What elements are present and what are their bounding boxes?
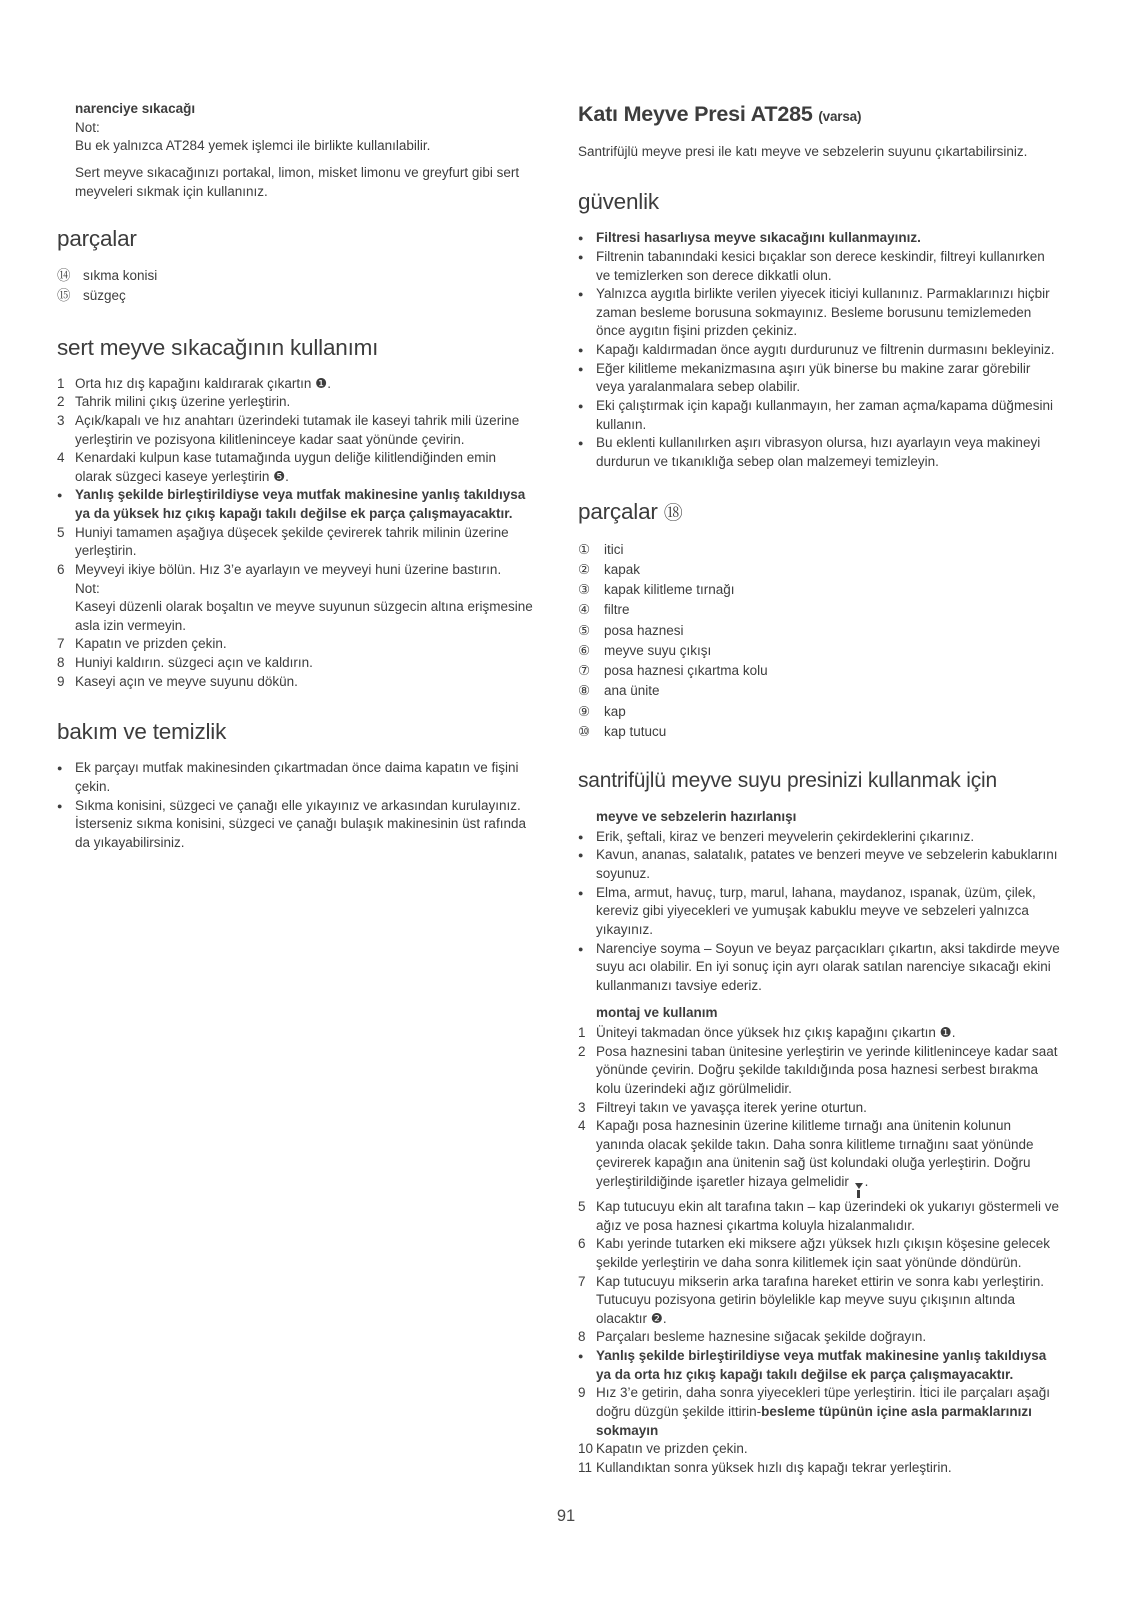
parts-item <box>578 681 1062 701</box>
page-title <box>578 100 1062 130</box>
step <box>578 1235 1062 1272</box>
step-number: 6 <box>578 1236 586 1252</box>
step-number: 2 <box>57 394 65 410</box>
circled-number: ① <box>578 541 591 557</box>
safety-bullet <box>578 397 1062 434</box>
safety-text: Kapağı kaldırmadan önce aygıtı durdurunuz ve filtrenin durmasını bekleyiniz. <box>596 342 1055 358</box>
part-label: kapak <box>604 561 641 577</box>
step <box>578 1117 1062 1198</box>
step-text: Kenardaki kulpun kase tutamağında uygun deliğe kilitlendiğinden emin olarak süzgeci kaseye yerleştirin ❺. <box>75 450 497 484</box>
step-number: 4 <box>57 450 65 466</box>
step <box>578 1273 1062 1329</box>
parts-item <box>578 702 1062 722</box>
safety-text: Bu eklenti kullanılırken aşırı vibrasyon olursa, hızı ayarlayın veya makineyi durdurun ve tıkanıklığa sebep olan malzemeyi temizleyin. <box>596 435 1041 469</box>
bullet-icon: ● <box>578 850 584 861</box>
step-text: Açık/kapalı ve hız anahtarı üzerindeki tutamak ile kaseyi tahrik mili üzerine yerleştirin ve pozisyona kilitleninceye kadar saat yönünde çevirin. <box>75 412 520 447</box>
step <box>578 1459 1062 1478</box>
care-bullet <box>57 759 533 796</box>
warning-text: Yanlış şekilde birleştirildiyse veya mutfak makinesine yanlış takıldıysa ya da yüksek hız çıkış kapağı takılı değilse ek parça çalışmayacaktır. <box>75 487 526 522</box>
step-text: Kaseyi açın ve meyve suyunu dökün. <box>75 673 298 689</box>
step-text: Kap tutucuyu ekin alt tarafına takın – kap üzerindeki ok yukarıyı göstermeli ve ağız ve posa haznesi çıkartma koluyla hizalanmalıdır. <box>596 1199 1059 1233</box>
intro-paragraph: Sert meyve sıkacağınızı portakal, limon, misket limonu ve greyfurt gibi sert meyveleri sıkmak için kullanınız. <box>75 164 520 199</box>
bullet-icon: ● <box>578 438 584 449</box>
bullet-icon: ● <box>578 887 584 898</box>
step <box>57 635 533 654</box>
step-text: Filtreyi takın ve yavaşça iterek yerine oturtun. <box>596 1099 867 1115</box>
safety-text: Filtrenin tabanındaki kesici bıçaklar son derece keskindir, filtreyi kullanırken ve temizlerken son derece dikkatli olun. <box>596 248 1045 283</box>
bullet-icon: ● <box>57 490 63 501</box>
parts-item <box>578 580 1062 600</box>
narenciye-title: narenciye sıkacağı <box>75 101 196 116</box>
step-text-main: Kapağı posa haznesinin üzerine kilitleme tırnağı ana ünitenin kolunun yanında olacak şekilde takın. Daha sonra kilitleme tırnağını saat yönünde çevirerek kapağın ana ünitenin sağ üst kolundaki oluğa yerleştirin. Doğru yerleştirildiğinde işaretler hizaya gelmelidir <box>596 1118 1034 1190</box>
step-number: 6 <box>57 561 65 577</box>
step <box>57 393 533 412</box>
step-text: Huniyi kaldırın. süzgeci açın ve kaldırın. <box>75 655 313 671</box>
parts-item <box>57 266 533 286</box>
step-text: Posa haznesini taban ünitesine yerleştirin ve yerinde kilitleninceye kadar saat yönünde çevirin. Doğru şekilde takıldığında posa haznesi serbest bırakma kolu üzerindeki ağız görülmelidir. <box>596 1043 1058 1096</box>
step-text: Üniteyi takmadan önce yüksek hız çıkış kapağını çıkartın ❶. <box>596 1025 956 1041</box>
prep-bullet <box>578 846 1062 883</box>
bullet-icon: ● <box>578 943 584 954</box>
part-label: meyve suyu çıkışı <box>604 642 712 658</box>
care-text: Ek parçayı mutfak makinesinden çıkartmadan önce daima kapatın ve fişini çekin. <box>75 760 519 795</box>
step-text: Kullandıktan sonra yüksek hızlı dış kapağı tekrar yerleştirin. <box>596 1459 952 1475</box>
step <box>578 1440 1062 1459</box>
prep-text: Kavun, ananas, salatalık, patates ve benzeri meyve ve sebzelerin kabuklarını soyunuz. <box>596 847 1058 882</box>
step-text-main: Hız 3’e getirin, daha sonra yiyecekleri tüpe yerleştirin. İtici ile parçaları aşağı doğru düzgün şekilde ittirin- <box>596 1385 1050 1419</box>
step-number: 7 <box>578 1273 586 1289</box>
circled-number: ③ <box>578 582 591 598</box>
step-note-label: Not: <box>75 580 100 596</box>
bullet-icon: ● <box>578 289 584 300</box>
page-number: 91 <box>556 1507 576 1526</box>
prep-bullet <box>578 884 1062 940</box>
step-text: Huniyi tamamen aşağıya düşecek şekilde çevirerek tahrik milinin üzerine yerleştirin. <box>75 524 509 559</box>
parts-item <box>578 600 1062 620</box>
prep-text: Elma, armut, havuç, turp, marul, lahana, maydanoz, ıspanak, üzüm, çilek, kereviz gibi yiyecekleri ve yumuşak kabuklu meyve ve sebzeleri yalnızca yıkayınız. <box>596 884 1036 937</box>
heading-parcalar-left: parçalar <box>57 226 137 252</box>
step-text: Kapatın ve prizden çekin. <box>75 636 227 652</box>
step <box>578 1099 1062 1118</box>
step-number: 11 <box>578 1459 593 1475</box>
part-label: filtre <box>604 602 630 618</box>
care-bullet <box>57 797 533 853</box>
step-number: 10 <box>578 1441 594 1457</box>
subheading-montaj: montaj ve kullanım <box>596 1005 718 1021</box>
bullet-icon: ● <box>578 251 584 262</box>
alignment-mark-icon <box>855 1183 863 1198</box>
part-label: ana ünite <box>604 683 660 699</box>
prep-bullet <box>578 828 1062 847</box>
step-text <box>596 1117 1062 1198</box>
circled-number: ⑩ <box>578 723 591 739</box>
circled-number: ⑮ <box>57 288 71 304</box>
step-text: Kapatın ve prizden çekin. <box>596 1441 748 1457</box>
step-note-text: Kaseyi düzenli olarak boşaltın ve meyve suyunun süzgecin altına erişmesine asla izin vermeyin. <box>75 599 533 633</box>
heading-guvenlik: güvenlik <box>578 189 659 215</box>
step-number: 2 <box>578 1043 586 1059</box>
subheading-hazirlanis: meyve ve sebzelerin hazırlanışı <box>596 809 797 825</box>
step <box>57 449 533 486</box>
part-label: posa haznesi çıkartma kolu <box>604 663 768 679</box>
step <box>57 654 533 673</box>
product-intro: Santrifüjlü meyve presi ile katı meyve ve sebzelerin suyunu çıkartabilirsiniz. <box>578 143 1028 159</box>
step <box>578 1384 1062 1440</box>
bullet-icon: ● <box>578 345 584 356</box>
bullet-icon: ● <box>57 800 63 811</box>
circled-number: ② <box>578 561 591 577</box>
prep-bullet <box>578 940 1062 996</box>
step-text <box>75 561 533 636</box>
step-number: 8 <box>578 1329 586 1345</box>
bullet-icon: ● <box>578 363 584 374</box>
heading-bakim-temizlik: bakım ve temizlik <box>57 719 227 745</box>
step <box>578 1198 1062 1235</box>
safety-bullet <box>578 341 1062 360</box>
parts-item <box>578 560 1062 580</box>
step-text: Parçaları besleme haznesine sığacak şekilde doğrayın. <box>596 1329 927 1345</box>
product-title-suffix: (varsa) <box>818 109 862 124</box>
step-text <box>596 1384 1062 1440</box>
circled-number: ⑥ <box>578 642 591 658</box>
part-label: itici <box>604 541 624 557</box>
parts-item <box>578 621 1062 641</box>
step-number: 4 <box>578 1118 586 1134</box>
safety-text: Filtresi hasarlıysa meyve sıkacağını kullanmayınız. <box>596 230 921 246</box>
step-text-suffix: . <box>864 1174 869 1190</box>
step-text: Orta hız dış kapağını kaldırarak çıkartın ❶. <box>75 375 331 391</box>
parts-item <box>578 641 1062 661</box>
part-label: posa haznesi <box>604 622 684 638</box>
step-number: 1 <box>57 375 65 391</box>
warning-bullet <box>57 486 533 523</box>
step <box>57 561 533 636</box>
step-number: 9 <box>57 673 65 689</box>
step <box>57 412 533 449</box>
section-narenciye-sikacagi <box>75 100 533 201</box>
prep-text: Erik, şeftali, kiraz ve benzeri meyvelerin çekirdeklerini çıkarınız. <box>596 828 975 844</box>
care-text: Sıkma konisini, süzgeci ve çanağı elle yıkayınız ve arkasından kurulayınız. İsterseniz sıkma konisini, süzgeci ve çanağı bulaşık makinesinin üst rafında da yıkayabilirsiniz. <box>75 797 526 850</box>
step-number: 3 <box>578 1099 586 1115</box>
note-text: Bu ek yalnızca AT284 yemek işlemci ile birlikte kullanılabilir. <box>75 138 431 154</box>
step-text: Kabı yerinde tutarken eki miksere ağzı yüksek hızlı çıkışın köşesine gelecek şekilde yerleştirin ve daha sonra kilitlemek için saat yönünde döndürün. <box>596 1236 1050 1270</box>
part-label: süzgeç <box>83 288 126 304</box>
step <box>57 524 533 561</box>
step-number: 9 <box>578 1385 586 1401</box>
circled-number: ⑭ <box>57 268 71 284</box>
bullet-icon: ● <box>578 400 584 411</box>
step-number: 3 <box>57 412 65 428</box>
safety-bullet <box>578 285 1062 341</box>
prep-text: Narenciye soyma – Soyun ve beyaz parçacıkları çıkartın, aksi takdirde meyve suyu acı olabilir. En iyi sonuç için ayrı olarak satılan narenciye sıkacağı ekini kullanmanızı tavsiye ederiz. <box>596 940 1060 993</box>
warning-bullet <box>578 1347 1062 1384</box>
step <box>578 1328 1062 1347</box>
step-number: 8 <box>57 655 65 671</box>
heading-parcalar-right: parçalar ⑱ <box>578 499 683 525</box>
part-label: kapak kilitleme tırnağı <box>604 582 735 598</box>
parts-item <box>578 661 1062 681</box>
part-label: sıkma konisi <box>83 268 158 284</box>
step-number: 5 <box>57 524 65 540</box>
parts-item <box>578 540 1062 560</box>
product-title: Katı Meyve Presi AT285 <box>578 102 813 126</box>
safety-text: Eki çalıştırmak için kapağı kullanmayın, her zaman açma/kapama düğmesini kullanın. <box>596 397 1053 432</box>
bullet-icon: ● <box>578 831 584 842</box>
step-text-bold: besleme tüpünün içine asla parmaklarınızı sokmayın <box>596 1403 1032 1438</box>
heading-sert-meyve-kullanimi: sert meyve sıkacağının kullanımı <box>57 334 379 360</box>
heading-santrifujlu-kullanim: santrifüjlü meyve suyu presinizi kullanmak için <box>578 769 997 793</box>
parts-list-right <box>578 540 1062 743</box>
circled-number: ⑧ <box>578 683 591 699</box>
step-number: 7 <box>57 636 65 652</box>
safety-bullet <box>578 229 1062 248</box>
circled-number: ⑦ <box>578 663 591 679</box>
step-text-main: Meyveyi ikiye bölün. Hız 3’e ayarlayın ve meyveyi huni üzerine bastırın. <box>75 561 502 577</box>
right-column <box>578 100 1062 1477</box>
parts-item <box>578 722 1062 742</box>
left-column <box>57 100 533 1477</box>
step-number: 1 <box>578 1025 586 1041</box>
step-text: Kap tutucuyu mikserin arka tarafına hareket ettirin ve sonra kabı yerleştirin. Tutucuyu pozisyona getirin böylelikle kap meyve suyu çıkışının altında olacaktır ❷. <box>596 1273 1044 1326</box>
safety-bullet <box>578 360 1062 397</box>
safety-bullet <box>578 248 1062 285</box>
step <box>57 673 533 692</box>
parts-list-left <box>57 266 533 307</box>
safety-bullet <box>578 434 1062 471</box>
warning-text: Yanlış şekilde birleştirildiyse veya mutfak makinesine yanlış takıldıysa ya da orta hız çıkış kapağı takılı değilse ek parça çalışmayacaktır. <box>596 1348 1047 1382</box>
safety-text: Yalnızca aygıtla birlikte verilen yiyecek iticiyi kullanınız. Parmaklarınızı hiçbir zaman besleme borusuna sokmayınız. Besleme borusunu temizlemeden önce aygıtın fişini prizden çekiniz. <box>596 286 1050 339</box>
step-text: Tahrik milini çıkış üzerine yerleştirin. <box>75 394 291 410</box>
note-label: Not: <box>75 119 100 135</box>
part-label: kap tutucu <box>604 723 667 739</box>
bullet-icon: ● <box>57 763 63 774</box>
safety-text: Eğer kilitleme mekanizmasına aşırı yük binerse bu makine zarar görebilir veya yaralanmalara sebep olabilir. <box>596 360 1031 395</box>
step <box>578 1024 1062 1043</box>
step <box>578 1043 1062 1099</box>
circled-number: ⑱ <box>663 503 683 525</box>
circled-number: ④ <box>578 602 591 618</box>
circled-number: ⑤ <box>578 622 591 638</box>
step-number: 5 <box>578 1199 586 1215</box>
bullet-icon: ● <box>578 233 584 244</box>
parts-item <box>57 286 533 306</box>
part-label: kap <box>604 703 626 719</box>
step <box>57 375 533 394</box>
bullet-icon: ● <box>578 1351 584 1362</box>
circled-number: ⑨ <box>578 703 591 719</box>
